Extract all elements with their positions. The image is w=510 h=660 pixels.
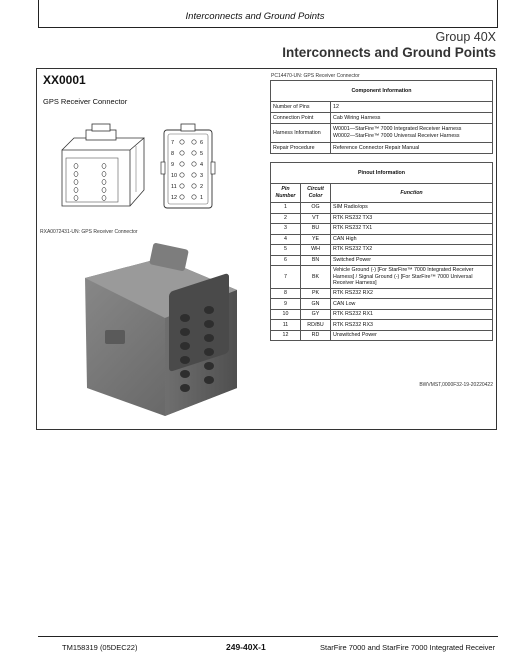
circuit-color-cell: GY bbox=[301, 309, 331, 320]
pin-label: 4 bbox=[200, 162, 204, 168]
harness-link-w0001[interactable]: W0001—StarFire™ 7000 Integrated Receiver Harness bbox=[333, 126, 462, 133]
row-label: Connection Point bbox=[271, 113, 331, 124]
pin-socket bbox=[180, 184, 184, 188]
circuit-color-cell: RD/BU bbox=[301, 320, 331, 331]
col-pin-number: Pin Number bbox=[271, 184, 301, 203]
table-row bbox=[271, 320, 493, 331]
row-value: Cab Wiring Harness bbox=[331, 113, 493, 124]
table-row bbox=[271, 113, 493, 124]
pin-number-cell: 5 bbox=[271, 245, 301, 256]
socket-hole bbox=[204, 348, 214, 356]
pin-socket bbox=[192, 184, 196, 188]
footer-page-number: 249-40X-1 bbox=[226, 642, 266, 652]
pin-socket bbox=[180, 173, 184, 177]
function-cell: RTK RS232 TX1 bbox=[331, 224, 493, 235]
running-title: Interconnects and Ground Points bbox=[185, 11, 325, 22]
function-cell: RTK RS232 RX3 bbox=[331, 320, 493, 331]
row-value: 12 bbox=[331, 102, 493, 113]
function-cell: Switched Power bbox=[331, 255, 493, 266]
socket-hole bbox=[204, 362, 214, 370]
pin-number-cell: 1 bbox=[271, 203, 301, 214]
pin-number-cell: 3 bbox=[271, 224, 301, 235]
table-row bbox=[271, 288, 493, 299]
connector-image-label: RXA0072431-UN: GPS Receiver Connector bbox=[40, 229, 138, 235]
pin-number-cell: 12 bbox=[271, 330, 301, 341]
table-row bbox=[271, 266, 493, 289]
socket-hole bbox=[180, 370, 190, 378]
function-cell: RTK RS232 TX2 bbox=[331, 245, 493, 256]
pin-label: 6 bbox=[200, 140, 204, 146]
harness-info bbox=[331, 124, 493, 143]
function-cell: Unswitched Power bbox=[331, 330, 493, 341]
pin-socket bbox=[180, 151, 184, 155]
pin-number-cell: 8 bbox=[271, 288, 301, 299]
table-row bbox=[271, 102, 493, 113]
pin-socket bbox=[192, 195, 196, 199]
circuit-color-cell: BN bbox=[301, 255, 331, 266]
function-cell: RTK RS232 TX3 bbox=[331, 213, 493, 224]
pin-label: 7 bbox=[171, 140, 175, 146]
socket-hole bbox=[180, 342, 190, 350]
pin-socket bbox=[192, 162, 196, 166]
pin-face-diagram bbox=[160, 122, 216, 214]
circuit-color-cell: RD bbox=[301, 330, 331, 341]
harness-link-w0002[interactable]: W0002—StarFire™ 7000 Universal Receiver Harness bbox=[333, 133, 460, 139]
socket-hole bbox=[204, 376, 214, 384]
pin-number-cell: 2 bbox=[271, 213, 301, 224]
circuit-color-cell: BK bbox=[301, 266, 331, 289]
footer-rule bbox=[38, 636, 498, 637]
pin-label: 12 bbox=[171, 195, 178, 201]
pin-number-cell: 4 bbox=[271, 234, 301, 245]
table-row bbox=[271, 234, 493, 245]
socket-hole bbox=[204, 320, 214, 328]
pin-label: 8 bbox=[171, 151, 175, 157]
component-info-table bbox=[270, 80, 493, 154]
col-function: Function bbox=[331, 184, 493, 203]
function-cell: CAN High bbox=[331, 234, 493, 245]
table-row bbox=[271, 203, 493, 214]
socket-hole bbox=[180, 314, 190, 322]
pin-number-cell: 9 bbox=[271, 299, 301, 310]
component-info-heading: Component Information bbox=[271, 81, 493, 102]
socket-hole bbox=[180, 356, 190, 364]
pin-label: 3 bbox=[200, 173, 204, 179]
table-row bbox=[271, 330, 493, 341]
function-cell: SIM Radio/ops bbox=[331, 203, 493, 214]
circuit-color-cell: WH bbox=[301, 245, 331, 256]
pinout-table bbox=[270, 162, 493, 341]
circuit-color-cell: VT bbox=[301, 213, 331, 224]
pin-socket bbox=[192, 173, 196, 177]
circuit-color-cell: BU bbox=[301, 224, 331, 235]
pin-socket bbox=[180, 140, 184, 144]
circuit-color-cell: OG bbox=[301, 203, 331, 214]
circuit-color-cell: GN bbox=[301, 299, 331, 310]
function-cell: RTK RS232 RX1 bbox=[331, 309, 493, 320]
pin-socket bbox=[192, 151, 196, 155]
row-value: Reference Connector Repair Manual bbox=[331, 143, 493, 154]
col-circuit-color: Circuit Color bbox=[301, 184, 331, 203]
connector-photo bbox=[65, 238, 255, 428]
function-cell: RTK RS232 RX2 bbox=[331, 288, 493, 299]
pin-label: 9 bbox=[171, 162, 175, 168]
pin-socket bbox=[192, 140, 196, 144]
socket-hole bbox=[180, 384, 190, 392]
table-row bbox=[271, 309, 493, 320]
pinout-heading: Pinout Information bbox=[271, 163, 493, 184]
table-row bbox=[271, 224, 493, 235]
pin-label: 1 bbox=[200, 195, 204, 201]
pin-number-cell: 11 bbox=[271, 320, 301, 331]
table-row bbox=[271, 213, 493, 224]
group-number: Group 40X bbox=[435, 30, 496, 44]
pin-label: 2 bbox=[200, 184, 204, 190]
footer-manual-id: TM158319 (05DEC22) bbox=[62, 643, 138, 652]
function-cell: CAN Low bbox=[331, 299, 493, 310]
row-label: Number of Pins bbox=[271, 102, 331, 113]
pin-socket bbox=[180, 162, 184, 166]
connector-id: XX0001 bbox=[43, 73, 86, 87]
table-row bbox=[271, 299, 493, 310]
component-figure-label: PC14470-UN: GPS Receiver Connector bbox=[271, 73, 360, 79]
pin-number-cell: 6 bbox=[271, 255, 301, 266]
pin-label: 5 bbox=[200, 151, 204, 157]
function-cell: Vehicle Ground (-) [For StarFire™ 7000 Integrated Receiver Harness] / Signal Ground (-) [For StarFire™ 7000 Universal Receiver Harness] bbox=[331, 266, 493, 289]
row-label: Harness Information bbox=[271, 124, 331, 143]
pin-number-cell: 7 bbox=[271, 266, 301, 289]
connector-line-drawing bbox=[52, 120, 152, 220]
header-rule bbox=[38, 27, 498, 28]
table-row bbox=[271, 124, 493, 143]
pin-label: 11 bbox=[171, 184, 177, 190]
socket-hole bbox=[180, 328, 190, 336]
table-row bbox=[271, 255, 493, 266]
connector-name: GPS Receiver Connector bbox=[43, 97, 128, 106]
pin-number-cell: 10 bbox=[271, 309, 301, 320]
row-label: Repair Procedure bbox=[271, 143, 331, 154]
socket-hole bbox=[204, 334, 214, 342]
circuit-color-cell: PK bbox=[301, 288, 331, 299]
group-title: Interconnects and Ground Points bbox=[282, 45, 496, 60]
pin-label: 10 bbox=[171, 173, 178, 179]
circuit-color-cell: YE bbox=[301, 234, 331, 245]
document-id: BWVMST,0000F32-19-20220422 bbox=[419, 382, 493, 388]
pin-socket bbox=[180, 195, 184, 199]
table-row bbox=[271, 245, 493, 256]
footer-product: StarFire 7000 and StarFire 7000 Integrated Receiver bbox=[320, 643, 496, 652]
socket-hole bbox=[204, 306, 214, 314]
table-row bbox=[271, 143, 493, 154]
